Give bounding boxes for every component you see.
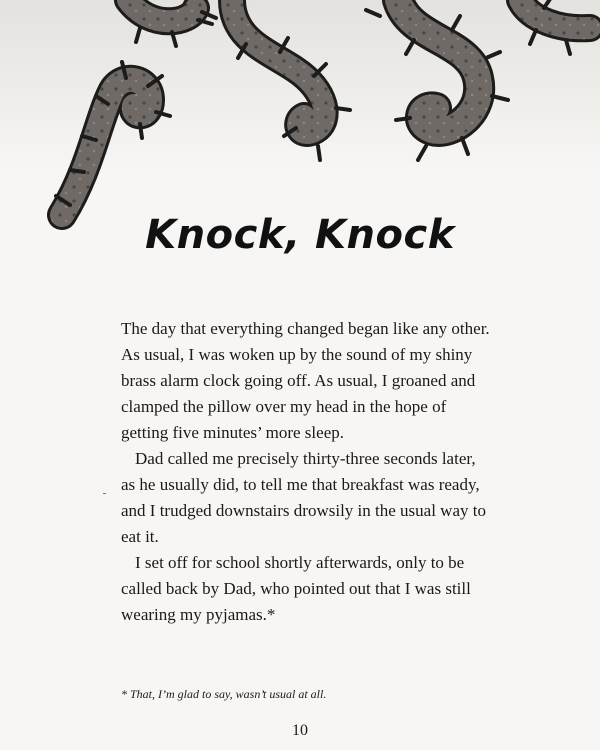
print-speck — [103, 493, 106, 494]
chapter-title: Knock, Knock — [145, 212, 455, 258]
page-number: 10 — [292, 722, 308, 739]
thorny-tentacles-illustration — [0, 0, 600, 230]
paragraph-3: I set off for school shortly afterwards, only to be called back by Dad, who pointed out that I was still wearing my pyjamas.* — [121, 553, 471, 624]
tentacle-middle — [202, 0, 350, 160]
paragraph-2: Dad called me precisely thirty-three seconds later, as he usually did, to tell me that breakfast was ready, and I trudged downstairs drowsily in the usual way to eat it. — [121, 449, 486, 546]
tentacle-far-right — [520, 0, 590, 54]
footnote: * That, I’m glad to say, wasn’t usual at all. — [121, 687, 327, 701]
paragraph-1: The day that everything changed began like any other. As usual, I was woken up by the sound of my shiny brass alarm clock going off. As usual, I groaned and clamped the pillow over my head in the hope of getting five minutes’ more sleep. — [121, 319, 490, 442]
tentacle-top-left — [128, 0, 212, 46]
tentacle-left — [56, 62, 170, 215]
chapter-body — [121, 316, 493, 628]
tentacle-right — [366, 0, 508, 160]
